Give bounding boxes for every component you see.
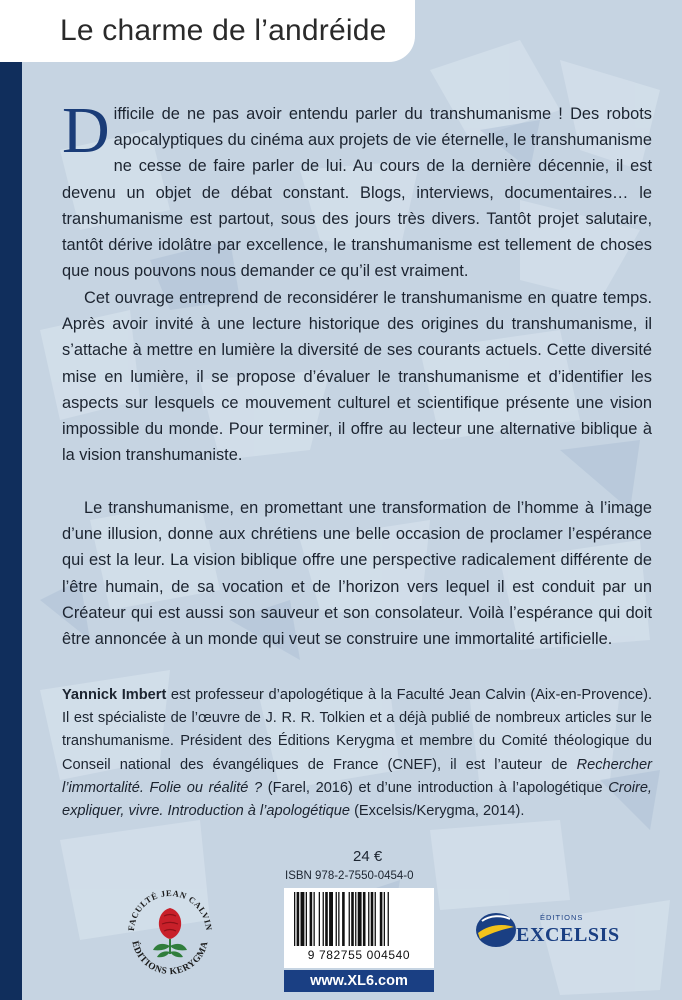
intro-paragraph (62, 94, 652, 284)
barcode-bar (384, 892, 385, 946)
barcode-bar (329, 892, 333, 946)
barcode-bar (388, 892, 389, 946)
barcode-bar (368, 892, 369, 946)
publisher-editions-label: ÉDITIONS (540, 913, 584, 922)
book-title-2: Croire, expliquer, vivre. Introduction à l’apologétique (62, 779, 652, 820)
structure-paragraph (62, 285, 652, 468)
isbn: ISBN 978-2-7550-0454-0 (285, 870, 414, 882)
svg-text:FACULTÉ JEAN CALVIN: FACULTÉ JEAN CALVIN (125, 887, 215, 932)
kerygma-seal-logo (118, 880, 222, 984)
author-name: Yannick Imbert (62, 687, 167, 703)
barcode-bar (375, 892, 376, 946)
price: 24 € (353, 848, 383, 865)
barcode-bar (310, 892, 313, 946)
drop-cap: D (62, 94, 110, 167)
intro-paragraph-text: ifficile de ne pas avoir entendu parler du transhumanisme ! Des robots apocalyptiques du cinéma aux projets de vie éternelle, le transhumanisme ne cesse de faire parler de lui. Au cours de la dernière décennie, il est devenu un objet de débat constant. Blogs, interviews, documentaires… le transhumanisme est partout, sous des jours très divers. Tantôt projet salutaire, tantôt dérive idolâtre par excellence, le transhumanisme est tellement de choses que nous pouvons nous demander ce qu’il est vraiment. (62, 105, 652, 281)
barcode-bars (290, 892, 428, 948)
book-title-1: Rechercher l’immortalité. Folie ou réalité ? (62, 756, 652, 796)
barcode-bar (338, 892, 339, 946)
website-link[interactable]: www.XL6.com (284, 970, 434, 992)
title-band (0, 0, 415, 62)
barcode-bar (319, 892, 320, 946)
barcode-bar (371, 892, 374, 946)
barcode-bar (363, 892, 366, 946)
hope-paragraph (62, 495, 652, 652)
barcode-bar (306, 892, 307, 946)
barcode (284, 888, 434, 968)
barcode-bar (349, 892, 350, 946)
author-bio (62, 684, 652, 823)
barcode-bar (323, 892, 324, 946)
barcode-bar (325, 892, 328, 946)
barcode-bar (301, 892, 305, 946)
publisher-name: EXCELSIS (516, 924, 620, 946)
barcode-bar (297, 892, 300, 946)
barcode-digits: 9 782755 004540 (307, 948, 411, 962)
author-bio-text-b: (Farel, 2016) et d’une introduction à l’apologétique (262, 779, 609, 796)
svg-text:ÉDITIONS KERYGMA: ÉDITIONS KERYGMA (129, 940, 211, 978)
spine-bar (0, 0, 22, 1000)
barcode-bar (351, 892, 354, 946)
barcode-bar (342, 892, 345, 946)
barcode-bar (314, 892, 315, 946)
author-bio-text-c: (Excelsis/Kerygma, 2014). (350, 803, 525, 820)
barcode-bar (355, 892, 356, 946)
barcode-bar (358, 892, 362, 946)
hope-paragraph-text: Le transhumanisme, en promettant une transformation de l’homme à l’image d’une illusion, donne aux chrétiens une belle occasion de proclamer l’espérance qui est la leur. La vision biblique offre une perspective radicalement différente de l’être humain, de sa vocation et de l’horizon vers lequel il est conduit par un Créateur qui est aussi son sauveur et son consolateur. Voilà l’espérance qui doit être annoncée à un monde qui veut se construire une immortalité artificielle. (62, 499, 652, 649)
barcode-bar (380, 892, 383, 946)
book-title: Le charme de l’andréide (60, 14, 387, 47)
barcode-bar (294, 892, 295, 946)
structure-paragraph-text: Cet ouvrage entreprend de reconsidérer le transhumanisme en quatre temps. Après avoir invité à une lecture historique des origines du transhumanisme, il s’attache à mettre en lumière la diversité de ses courants actuels. Cette diversité mise en lumière, il se propose d’évaluer le transhumanisme et d’identifier les aspects sur lesquels ce mouvement culturel et scientifique présente une vision impossible du monde. Pour terminer, il offre au lecteur une alternative biblique à la vision transhumaniste. (62, 289, 652, 465)
author-bio-text-a: est professeur d’apologétique à la Faculté Jean Calvin (Aix-en-Provence). Il est spécialiste de l’œuvre de J. R. R. Tolkien et a déjà publié de nombreux articles sur le transhumanisme. Président des Éditions Kerygma et membre du Comité théologique du Conseil national des évangéliques de France (CNEF), il est l’auteur de (62, 687, 652, 773)
barcode-bar (336, 892, 337, 946)
